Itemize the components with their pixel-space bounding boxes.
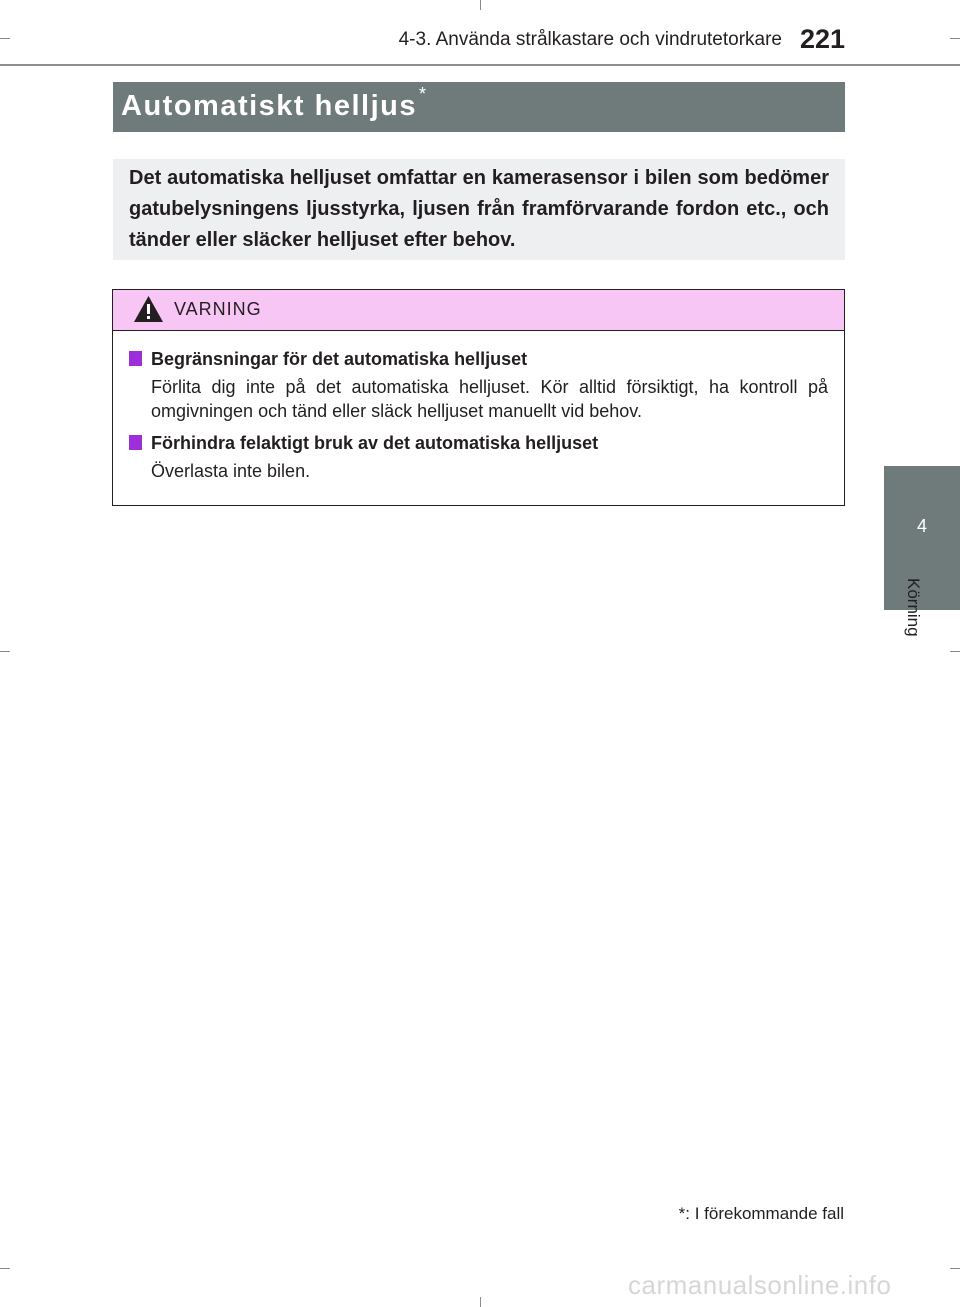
asterisk-icon: * xyxy=(419,84,428,104)
crop-mark xyxy=(0,651,10,652)
warning-item-text: Förlita dig inte på det automatiska helljuset. Kör alltid försiktigt, ha kontroll på omgivningen och tänd eller släck helljuset manuellt vid behov. xyxy=(151,377,828,421)
crop-mark xyxy=(480,0,481,10)
warning-header xyxy=(113,290,844,331)
warning-label: VARNING xyxy=(174,299,262,319)
crop-mark xyxy=(480,1297,481,1307)
section-title-bar xyxy=(113,82,845,132)
warning-item-title xyxy=(129,431,828,455)
header-divider xyxy=(0,64,960,66)
header-section-title: 4-3. Använda strålkastare och vindrutetorkare xyxy=(398,29,782,50)
warning-triangle-icon xyxy=(133,295,164,323)
section-title xyxy=(121,84,428,123)
warning-item-text: Överlasta inte bilen. xyxy=(151,461,311,481)
watermark: carmanualsonline.info xyxy=(628,1270,892,1300)
crop-mark xyxy=(950,38,960,39)
chapter-label: Körning xyxy=(904,578,923,637)
warning-box xyxy=(112,289,845,506)
crop-mark xyxy=(950,651,960,652)
chapter-number: 4 xyxy=(916,516,927,536)
footnote: *: I förekommande fall xyxy=(678,1204,844,1223)
intro-box xyxy=(113,159,845,260)
square-bullet-icon xyxy=(129,351,142,366)
crop-mark xyxy=(950,1268,960,1269)
crop-mark xyxy=(0,38,10,39)
warning-item-title-text: Förhindra felaktigt bruk av det automatiska helljuset xyxy=(151,433,599,453)
square-bullet-icon xyxy=(129,435,142,450)
warning-item-title xyxy=(129,347,828,371)
warning-item-title-text: Begränsningar för det automatiska helljuset xyxy=(151,349,528,369)
warning-body xyxy=(129,347,828,491)
page-number: 221 xyxy=(800,24,846,54)
intro-text: Det automatiska helljuset omfattar en kamerasensor i bilen som bedömer gatubelysningens ljusstyrka, ljusen från framförvarande fordon etc., och tänder eller släcker helljuset efter behov. xyxy=(129,167,829,251)
crop-mark xyxy=(0,1268,10,1269)
section-title-text: Automatiskt helljus xyxy=(121,90,417,122)
